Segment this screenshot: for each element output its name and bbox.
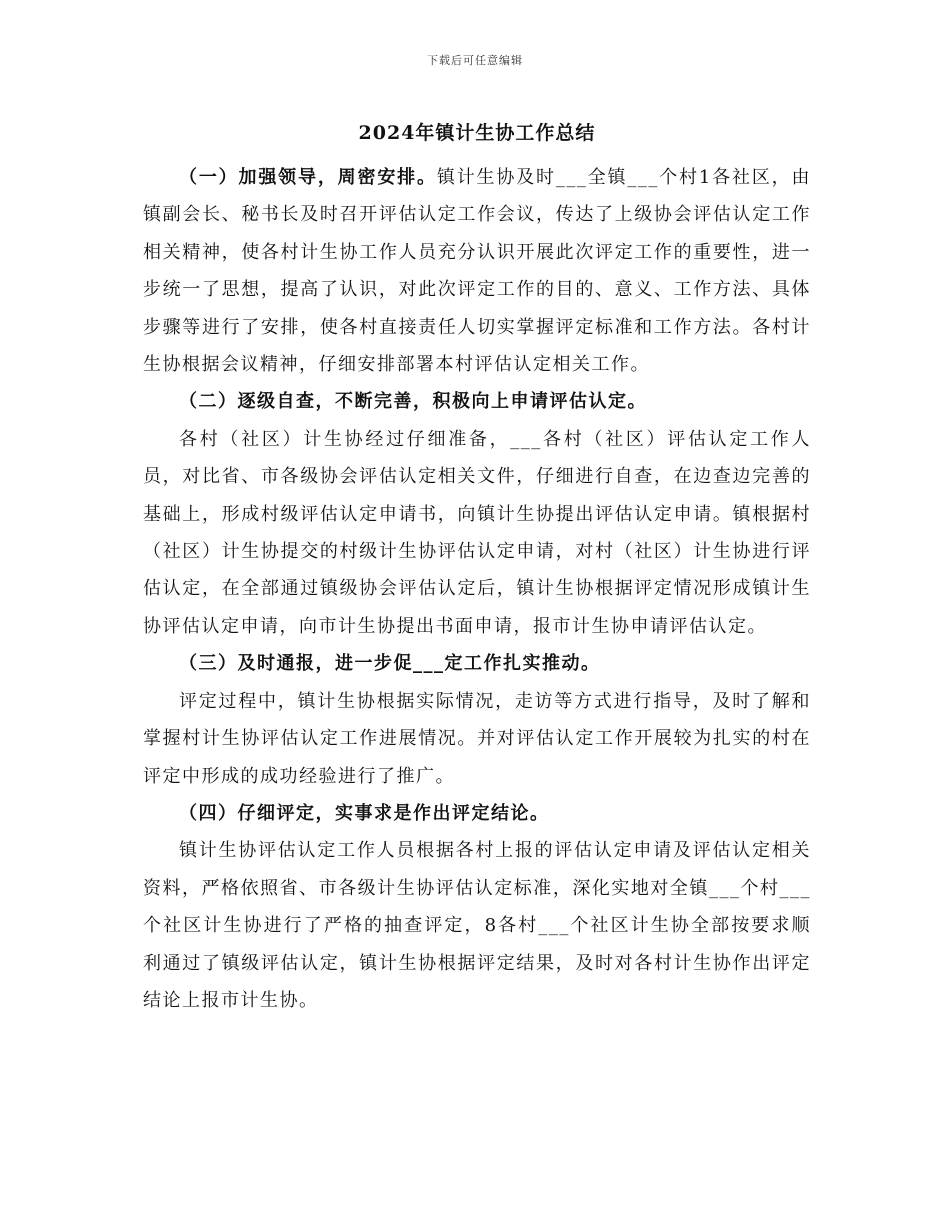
section-3-body: 评定过程中，镇计生协根据实际情况，走访等方式进行指导，及时了解和掌握村计生协评估认定工作进展情况。并对评估认定工作开展较为扎实的村在评定中形成的成功经验进行了推广。 — [143, 690, 811, 787]
section-1-body: 镇计生协及时___全镇___个村1各社区，由镇副会长、秘书长及时召开评估认定工作会议，传达了上级协会评估认定工作相关精神，使各村计生协工作人员充分认识开展此次评定工作的重要性，进一步统一了思想，提高了认识，对此次评定工作的目的、意义、工作方法、具体步骤等进行了安排，使各村直接责任人切实掌握评定标准和工作方法。各村计生协根据会议精神，仔细安排部署本村评估认定相关工作。 — [143, 167, 812, 376]
section-2-heading: （二）逐级自查，不断完善，积极向上申请评估认定。 — [179, 391, 647, 413]
document-title: 2024年镇计生协工作总结 — [358, 122, 596, 144]
section-3-heading: （三）及时通报，进一步促___定工作扎实推动。 — [179, 653, 601, 675]
section-1-heading: （一）加强领导，周密安排。 — [179, 167, 437, 188]
section-4-body: 镇计生协评估认定工作人员根据各村上报的评估认定申请及评估认定相关资料，严格依照省、市各级计生协评估认定标准，深化实地对全镇___个村___个社区计生协进行了严格的抽查评定，8各村___个社区计生协全部按要求顺利通过了镇级评估认定，镇计生协根据评定结果，及时对各村计生协作出评定结论上报市计生协。 — [143, 840, 811, 1011]
document-body — [143, 118, 811, 1019]
section-1-paragraph — [143, 159, 811, 383]
section-2-body: 各村（社区）计生协经过仔细准备，___各村（社区）评估认定工作人员，对比省、市各级协会评估认定相关文件，仔细进行自查，在边查边完善的基础上，形成村级评估认定申请书，向镇计生协提出评估认定申请。镇根据村（社区）计生协提交的村级计生协评估认定申请，对村（社区）计生协进行评估认定，在全部通过镇级协会评估认定后，镇计生协根据评定情况形成镇计生协评估认定申请，向市计生协提出书面申请，报市计生协申请评估认定。 — [143, 428, 811, 637]
page-header-note: 下载后可任意编辑 — [427, 54, 523, 67]
section-4-heading: （四）仔细评定，实事求是作出评定结论。 — [179, 802, 550, 824]
